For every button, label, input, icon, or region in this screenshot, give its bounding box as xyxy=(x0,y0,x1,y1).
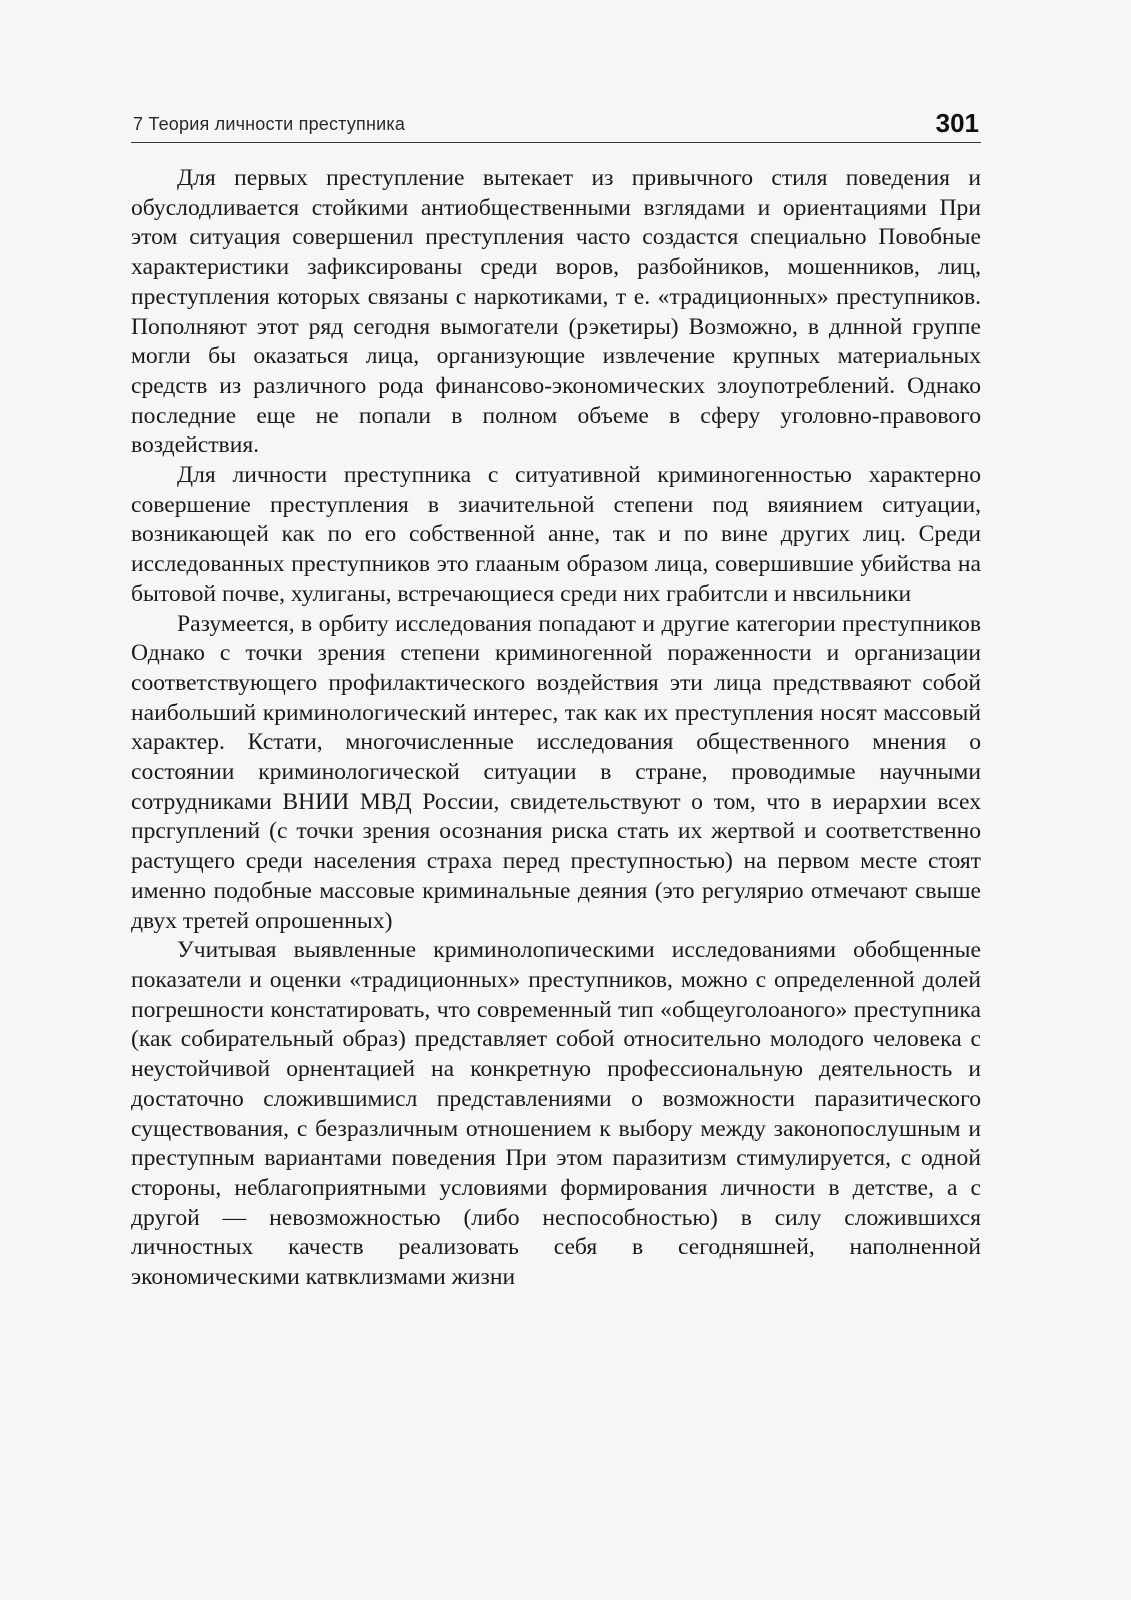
running-header xyxy=(131,108,981,143)
page-number: 301 xyxy=(935,108,979,138)
chapter-title: 7 Теория личности преступника xyxy=(133,114,406,134)
body-text xyxy=(131,164,981,1293)
paragraph: Для первых преступление вытекает из привычного стиля поведения и обуслодливается стойкими антиобщественными взглядами и ориентациями При этом ситуация совершенил преступления часто создастся специально Повобные характеристики зафиксированы среди воров, разбойников, мошенников, лиц, преступления которых связаны с наркотиками, т е. «традиционных» преступников. Пополняют этот ряд сегодня вымогатели (рэкетиры) Возможно, в длнной группе могли бы оказаться лица, организующие извлечение крупных материальных средств из различного рода финансово-экономических злоупотреблений. Однако последние еще не попали в полном объеме в сферу уголовно-правового воздействия. xyxy=(131,165,981,459)
paragraph: Для личности преступника с ситуативной криминогенностью характерно совершение преступления в зиачительной степени под вяиянием ситуации, возникающей как по его собственной анне, так и по вине других лиц. Среди исследованных преступников это глааным образом лица, совершившие убийства на бытовой почве, хулиганы, встречающиеся среди них грабитсли и нвсильники xyxy=(131,462,981,607)
paragraph: Разумеется, в орбиту исследования попадают и другие категории преступников Однако с точки зрения степени криминогенной пораженности и организации соответствующего профилактического воздействия эти лица предствваяют собой наибольший криминологический интерес, так как их преступления носят массовый характер. Кстати, многочисленные исследования общественного мнения о состоянии криминологической ситуации в стране, проводимые научными сотрудниками ВНИИ МВД России, свидетельствуют о том, что в иерархии всех прсгуплений (с точки зрения осознания риска стать их жертвой и соответственно растущего среди населения страха перед преступностью) на первом месте стоят именно подобные массовые криминальные деяния (это регуляриo отмечают свыше двух третей опрошенных) xyxy=(131,610,981,934)
paragraph: Учитывая выявленные криминолопическими исследованиями обобщенные показатели и оценки «традиционных» преступников, можно с определенной долей погрешности констатировать, что современный тип «общеуголоаного» преступника (как собирательный образ) представляет собой относительно молодого человека с неустойчивой орнентацией на конкретную профессиональную деятельность и достаточно сложившимисл представлениями о возможности паразитического существования, с безразличным отношением к выбору между законопослушным и преступным вариантами поведения При этом паразитизм стимулируется, с одной стороны, неблагоприятными условиями формирования личности в детстве, а с другой — невозможностью (либо неспособностью) в силу сложившихся личностных качеств реализовать себя в сегодняшней, наполненной экономическими катвклизмами жизни xyxy=(131,937,981,1291)
